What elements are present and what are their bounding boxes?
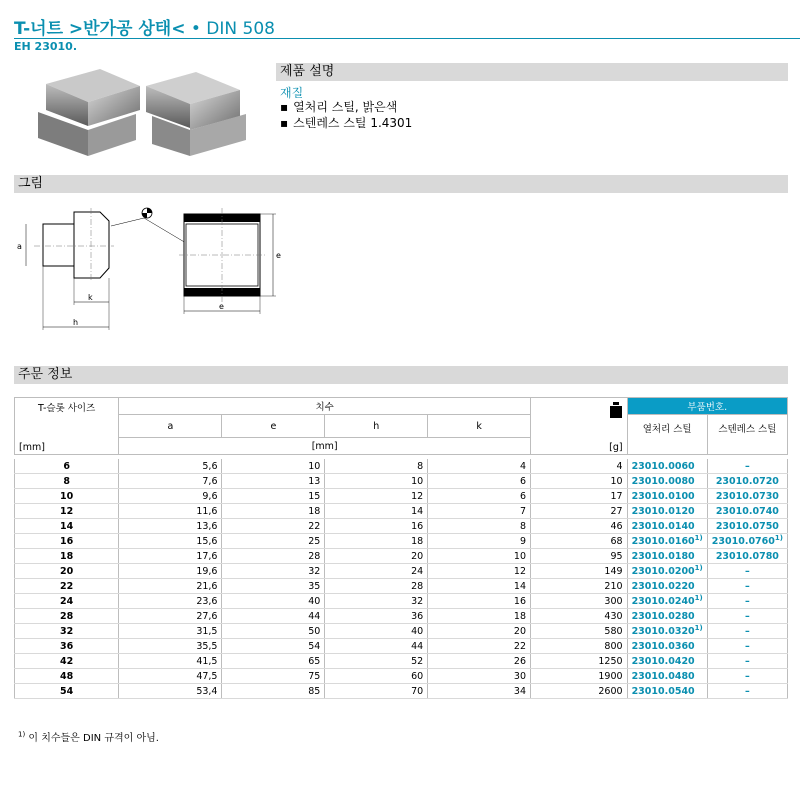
table-row (15, 489, 788, 504)
cell-k: 6 (428, 489, 531, 504)
partno-stainless[interactable]: – (745, 611, 750, 623)
col-partno: 부품번호. (627, 398, 787, 415)
partno-steel[interactable]: 23010.0180 (631, 551, 695, 563)
partno-steel[interactable]: 23010.0120 (631, 506, 695, 518)
table-row (15, 579, 788, 594)
partno-stainless[interactable]: – (745, 596, 750, 608)
cell-h: 24 (325, 564, 428, 579)
cell-weight: 68 (531, 534, 628, 549)
cell-k: 8 (428, 519, 531, 534)
cell-e: 32 (222, 564, 325, 579)
cell-h: 10 (325, 474, 428, 489)
cell-size: 32 (15, 624, 119, 639)
cell-e: 44 (222, 609, 325, 624)
technical-drawing (14, 196, 314, 336)
partno-stainless[interactable]: – (745, 686, 750, 698)
partno-stainless[interactable]: 23010.0740 (715, 506, 779, 518)
cell-h: 52 (325, 654, 428, 669)
partno-steel[interactable]: 23010.0100 (631, 491, 695, 503)
cell-h: 44 (325, 639, 428, 654)
dim-label-h: h (73, 318, 79, 327)
cell-a: 15,6 (119, 534, 222, 549)
table-header-row (15, 398, 788, 415)
cell-partno-stainless[interactable] (707, 579, 787, 594)
cell-h: 28 (325, 579, 428, 594)
cell-partno-stainless[interactable] (707, 669, 787, 684)
cell-k: 14 (428, 579, 531, 594)
cell-partno-steel[interactable] (627, 504, 707, 519)
cell-size: 54 (15, 684, 119, 699)
cell-partno-steel[interactable] (627, 519, 707, 534)
cell-partno-steel[interactable] (627, 669, 707, 684)
cell-partno-stainless[interactable] (707, 534, 787, 549)
cell-h: 20 (325, 549, 428, 564)
col-dim-a: a (119, 415, 222, 438)
cell-size: 36 (15, 639, 119, 654)
page-title (14, 14, 275, 39)
title-rest: • DIN 508 (185, 19, 275, 39)
footnote-text: 이 치수들은 DIN 규격이 아님. (25, 733, 159, 744)
partno-stainless[interactable]: – (745, 581, 750, 593)
cell-partno-steel[interactable] (627, 534, 707, 549)
cell-k: 4 (428, 459, 531, 474)
cell-weight: 149 (531, 564, 628, 579)
order-heading: 주문 정보 (14, 366, 788, 384)
cell-h: 12 (325, 489, 428, 504)
table-row (15, 474, 788, 489)
partno-steel[interactable]: 23010.0240 (631, 596, 695, 608)
cell-a: 53,4 (119, 684, 222, 699)
cell-size: 16 (15, 534, 119, 549)
product-photo (28, 64, 258, 164)
footnote (18, 729, 159, 744)
cell-h: 16 (325, 519, 428, 534)
cell-e: 65 (222, 654, 325, 669)
footnote-ref: 1) (694, 594, 703, 603)
col-dims: 치수 (119, 398, 531, 415)
partno-steel[interactable]: 23010.0080 (631, 476, 695, 488)
cell-partno-stainless[interactable] (707, 519, 787, 534)
cell-e: 10 (222, 459, 325, 474)
cell-weight: 300 (531, 594, 628, 609)
partno-steel[interactable]: 23010.0060 (631, 461, 695, 473)
cell-e: 35 (222, 579, 325, 594)
material-item: ▪ 스텐레스 스틸 1.4301 (280, 115, 412, 131)
cell-e: 54 (222, 639, 325, 654)
description-heading: 제품 설명 (276, 63, 788, 81)
cell-h: 14 (325, 504, 428, 519)
cell-weight: 10 (531, 474, 628, 489)
t-nut-right (146, 72, 246, 156)
cell-partno-stainless[interactable] (707, 504, 787, 519)
partno-stainless[interactable]: – (745, 461, 750, 473)
table-row (15, 534, 788, 549)
cell-size: 28 (15, 609, 119, 624)
cell-h: 40 (325, 624, 428, 639)
title-bold: T-너트 >반가공 상태< (14, 19, 186, 39)
col-dims-unit: [mm] (119, 438, 531, 455)
cell-weight: 4 (531, 459, 628, 474)
cell-a: 27,6 (119, 609, 222, 624)
cell-k: 7 (428, 504, 531, 519)
cell-weight: 1250 (531, 654, 628, 669)
order-table-body (15, 459, 788, 699)
col-size-label: T-슬롯 사이즈 (38, 403, 96, 414)
col-size-unit: [mm] (19, 442, 45, 453)
partno-stainless[interactable]: 23010.0730 (715, 491, 779, 503)
partno-steel[interactable]: 23010.0540 (631, 686, 695, 698)
cell-a: 13,6 (119, 519, 222, 534)
cell-weight: 1900 (531, 669, 628, 684)
material-label: 재질 (280, 86, 304, 100)
cell-a: 21,6 (119, 579, 222, 594)
cell-a: 5,6 (119, 459, 222, 474)
dim-label-e-bottom: e (219, 302, 224, 311)
partno-steel[interactable]: 23010.0140 (631, 521, 695, 533)
cell-size: 6 (15, 459, 119, 474)
cell-e: 15 (222, 489, 325, 504)
cell-a: 23,6 (119, 594, 222, 609)
cell-e: 85 (222, 684, 325, 699)
cell-h: 8 (325, 459, 428, 474)
footnote-ref: 1) (694, 534, 703, 543)
cell-partno-steel[interactable] (627, 579, 707, 594)
partno-stainless[interactable]: 23010.0780 (715, 551, 779, 563)
cell-size: 48 (15, 669, 119, 684)
dim-label-e-side: e (276, 251, 281, 260)
partno-steel[interactable]: 23010.0320 (631, 626, 695, 638)
cell-size: 42 (15, 654, 119, 669)
cell-partno-steel[interactable] (627, 654, 707, 669)
cell-weight: 210 (531, 579, 628, 594)
cell-partno-stainless[interactable] (707, 549, 787, 564)
table-row (15, 564, 788, 579)
table-row (15, 669, 788, 684)
cell-partno-steel[interactable] (627, 624, 707, 639)
col-weight (531, 398, 628, 455)
cell-k: 18 (428, 609, 531, 624)
cell-h: 60 (325, 669, 428, 684)
cell-a: 47,5 (119, 669, 222, 684)
cell-partno-steel[interactable] (627, 594, 707, 609)
cell-weight: 800 (531, 639, 628, 654)
cell-partno-steel[interactable] (627, 489, 707, 504)
cell-partno-steel[interactable] (627, 564, 707, 579)
cell-size: 10 (15, 489, 119, 504)
cell-k: 22 (428, 639, 531, 654)
cell-k: 16 (428, 594, 531, 609)
cell-partno-stainless[interactable] (707, 459, 787, 474)
cell-partno-stainless[interactable] (707, 684, 787, 699)
table-row (15, 549, 788, 564)
cell-e: 22 (222, 519, 325, 534)
table-row (15, 594, 788, 609)
cell-size: 22 (15, 579, 119, 594)
col-steel: 열처리 스틸 (627, 415, 707, 455)
cell-e: 18 (222, 504, 325, 519)
cell-size: 18 (15, 549, 119, 564)
cell-h: 18 (325, 534, 428, 549)
partno-stainless[interactable]: – (745, 626, 750, 638)
table-row (15, 639, 788, 654)
title-rule (14, 38, 800, 39)
partno-steel[interactable]: 23010.0160 (631, 536, 695, 548)
cell-a: 17,6 (119, 549, 222, 564)
cell-k: 26 (428, 654, 531, 669)
cell-size: 8 (15, 474, 119, 489)
partno-stainless[interactable]: – (745, 566, 750, 578)
cell-weight: 2600 (531, 684, 628, 699)
cell-k: 10 (428, 549, 531, 564)
cell-partno-steel[interactable] (627, 684, 707, 699)
footnote-ref: 1) (774, 534, 783, 543)
cell-partno-stainless[interactable] (707, 609, 787, 624)
cell-a: 19,6 (119, 564, 222, 579)
table-row (15, 624, 788, 639)
table-row (15, 459, 788, 474)
partno-stainless[interactable]: 23010.0720 (715, 476, 779, 488)
cell-weight: 46 (531, 519, 628, 534)
cell-e: 25 (222, 534, 325, 549)
col-dim-k: k (428, 415, 531, 438)
table-row (15, 504, 788, 519)
cell-a: 11,6 (119, 504, 222, 519)
t-nut-left (38, 69, 140, 156)
cell-weight: 17 (531, 489, 628, 504)
partno-steel[interactable]: 23010.0480 (631, 671, 695, 683)
cell-weight: 430 (531, 609, 628, 624)
cell-size: 24 (15, 594, 119, 609)
cell-partno-steel[interactable] (627, 549, 707, 564)
cell-a: 9,6 (119, 489, 222, 504)
cell-e: 28 (222, 549, 325, 564)
partno-stainless[interactable]: – (745, 671, 750, 683)
cell-k: 34 (428, 684, 531, 699)
cell-weight: 95 (531, 549, 628, 564)
partno-stainless[interactable]: – (745, 641, 750, 653)
cell-a: 7,6 (119, 474, 222, 489)
cell-partno-stainless[interactable] (707, 639, 787, 654)
material-item: ▪ 열처리 스틸, 밝은색 (280, 99, 412, 115)
footnote-ref: 1) (694, 624, 703, 633)
cell-h: 70 (325, 684, 428, 699)
cell-k: 12 (428, 564, 531, 579)
cell-size: 14 (15, 519, 119, 534)
cell-weight: 27 (531, 504, 628, 519)
cell-e: 75 (222, 669, 325, 684)
table-row (15, 654, 788, 669)
footnote-ref: 1) (694, 564, 703, 573)
side-view (43, 212, 109, 278)
partno-steel[interactable]: 23010.0280 (631, 611, 695, 623)
cell-weight: 580 (531, 624, 628, 639)
cell-size: 20 (15, 564, 119, 579)
cell-partno-steel[interactable] (627, 459, 707, 474)
col-stainless: 스텐레스 스틸 (707, 415, 787, 455)
table-row (15, 519, 788, 534)
cell-a: 41,5 (119, 654, 222, 669)
cell-partno-stainless[interactable] (707, 564, 787, 579)
cell-partno-steel[interactable] (627, 639, 707, 654)
partno-steel[interactable]: 23010.0220 (631, 581, 695, 593)
cell-k: 30 (428, 669, 531, 684)
material-list (280, 99, 412, 131)
col-size (15, 398, 119, 455)
col-weight-unit: [g] (609, 442, 623, 453)
col-dim-e: e (222, 415, 325, 438)
cell-partno-steel[interactable] (627, 609, 707, 624)
drawing-heading: 그림 (14, 175, 788, 193)
cell-h: 36 (325, 609, 428, 624)
cell-partno-stainless[interactable] (707, 489, 787, 504)
col-dim-h: h (325, 415, 428, 438)
order-table (14, 397, 788, 699)
cell-size: 12 (15, 504, 119, 519)
cell-e: 50 (222, 624, 325, 639)
table-row (15, 609, 788, 624)
cell-partno-steel[interactable] (627, 474, 707, 489)
cell-k: 20 (428, 624, 531, 639)
partno-steel[interactable]: 23010.0200 (631, 566, 695, 578)
cell-a: 31,5 (119, 624, 222, 639)
partno-stainless[interactable]: – (745, 656, 750, 668)
partno-steel[interactable]: 23010.0420 (631, 656, 695, 668)
cell-k: 9 (428, 534, 531, 549)
cell-partno-stainless[interactable] (707, 654, 787, 669)
cell-partno-stainless[interactable] (707, 474, 787, 489)
cell-k: 6 (428, 474, 531, 489)
cell-h: 32 (325, 594, 428, 609)
cell-e: 13 (222, 474, 325, 489)
cell-partno-stainless[interactable] (707, 594, 787, 609)
partno-stainless[interactable]: 23010.0760 (711, 536, 775, 548)
product-code: EH 23010. (14, 40, 77, 53)
cell-partno-stainless[interactable] (707, 624, 787, 639)
table-row (15, 684, 788, 699)
footnote-mark: 1) (18, 730, 26, 739)
partno-stainless[interactable]: 23010.0750 (715, 521, 779, 533)
weight-icon (609, 402, 623, 418)
cell-a: 35,5 (119, 639, 222, 654)
partno-steel[interactable]: 23010.0360 (631, 641, 695, 653)
dim-label-a: a (17, 242, 22, 251)
cell-e: 40 (222, 594, 325, 609)
dim-label-k: k (88, 293, 93, 302)
